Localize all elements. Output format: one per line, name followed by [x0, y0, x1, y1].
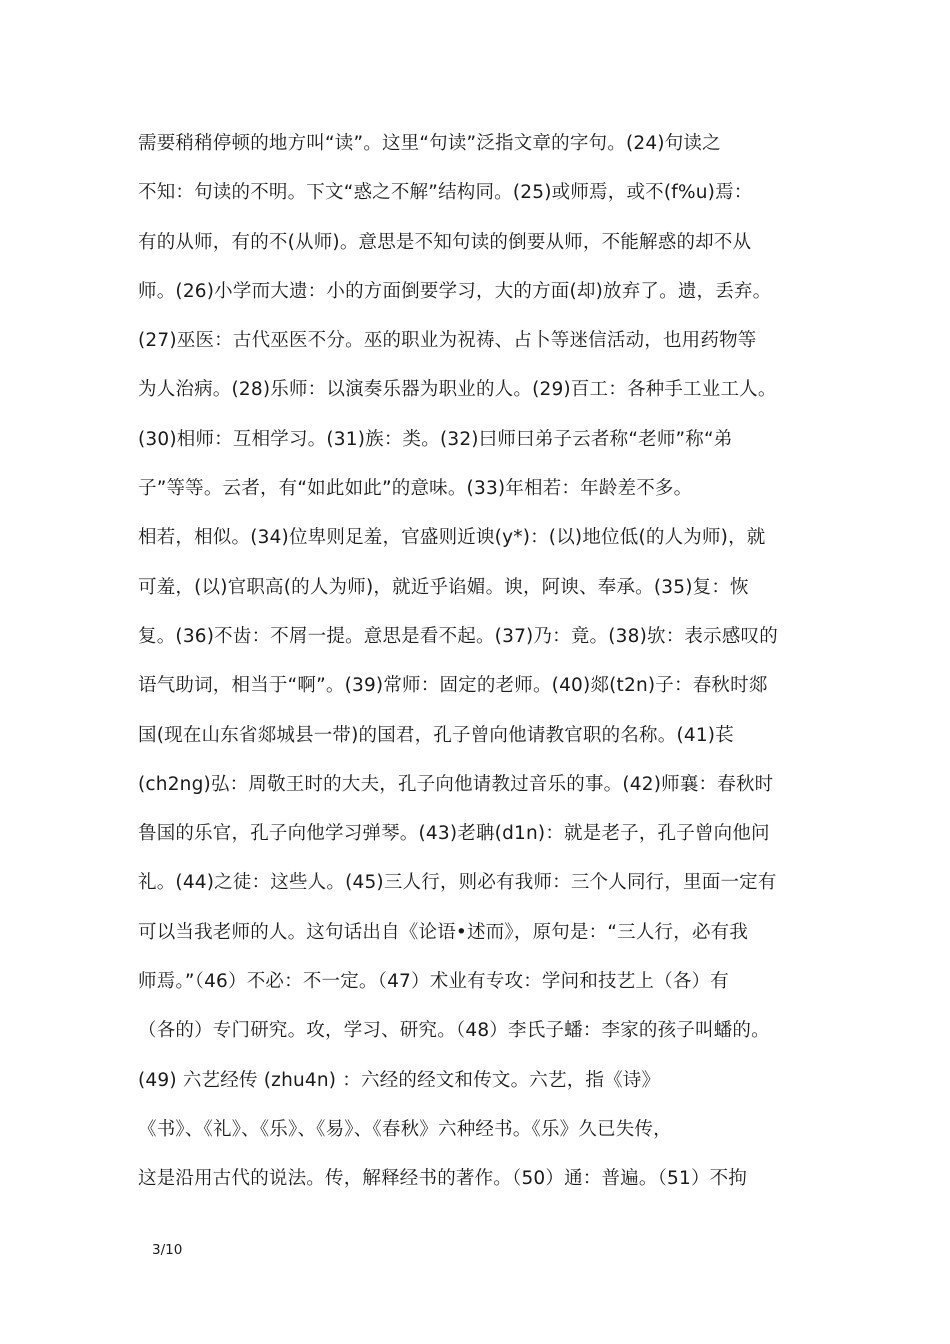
text-line: 师焉。”（46）不必：不一定。（47）术业有专攻：学问和技艺上（各）有: [138, 971, 729, 993]
text-line: 鲁国的乐官，孔子向他学习弹琴。(43)老聃(d1n)：就是老子，孔子曾向他问: [138, 823, 770, 845]
text-line: 相若，相似。(34)位卑则足羞，官盛则近谀(y*)：(以)地位低(的人为师)，就: [138, 527, 766, 549]
page-number: 3/10: [152, 1242, 183, 1258]
text-line: 为人治病。(28)乐师：以演奏乐器为职业的人。(29)百工：各种手工业工人。: [138, 379, 777, 401]
text-line: 不知：句读的不明。下文“惑之不解”结构同。(25)或师焉，或不(f%u)焉：: [138, 182, 753, 204]
text-line: 子”等等。云者，有“如此如此”的意味。(33)年相若：年龄差不多。: [138, 478, 693, 500]
text-line: （各的）专门研究。攻，学习、研究。（48）李氏子蟠：李家的孩子叫蟠的。: [138, 1020, 770, 1042]
text-line: 师。(26)小学而大遗：小的方面倒要学习，大的方面(却)放弃了。遗，丢弃。: [138, 280, 772, 302]
text-line: 国(现在山东省郯城县一带)的国君，孔子曾向他请教官职的名称。(41)苌: [138, 724, 734, 746]
text-line: (49) 六艺经传 (zhu4n) ：六经的经文和传文。六艺，指《诗》: [138, 1069, 661, 1091]
text-line: 可羞，(以)官职高(的人为师)，就近乎谄媚。谀，阿谀、奉承。(35)复：恢: [138, 576, 749, 598]
text-line: 有的从师，有的不(从师)。意思是不知句读的倒要从师，不能解惑的却不从: [138, 231, 752, 253]
text-line: 语气助词，相当于“啊”。(39)常师：固定的老师。(40)郯(t2n)子：春秋时郯: [138, 675, 768, 697]
text-line: 可以当我老师的人。这句话出自《论语•述而》，原句是：“三人行，必有我: [138, 921, 749, 943]
text-line: 复。(36)不齿：不屑一提。意思是看不起。(37)乃：竟。(38)欤：表示感叹的: [138, 625, 778, 647]
text-line: (30)相师：互相学习。(31)族：类。(32)曰师曰弟子云者称“老师”称“弟: [138, 428, 733, 450]
text-line: (ch2ng)弘：周敬王时的大夫，孔子向他请教过音乐的事。(42)师襄：春秋时: [138, 773, 774, 795]
text-line: 《书》、《礼》、《乐》、《易》、《春秋》六种经书。《乐》久已失传，: [138, 1118, 672, 1140]
text-line: 需要稍稍停顿的地方叫“读”。这里“句读”泛指文章的字句。(24)句读之: [138, 133, 721, 154]
text-line: 礼。(44)之徒：这些人。(45)三人行，则必有我师：三个人同行，里面一定有: [138, 872, 777, 894]
text-line: 这是沿用古代的说法。传，解释经书的著作。（50）通：普遍。（51）不拘: [138, 1168, 748, 1190]
text-line: (27)巫医：古代巫医不分。巫的职业为祝祷、占卜等迷信活动，也用药物等: [138, 330, 757, 352]
body-text: [138, 128, 838, 1213]
